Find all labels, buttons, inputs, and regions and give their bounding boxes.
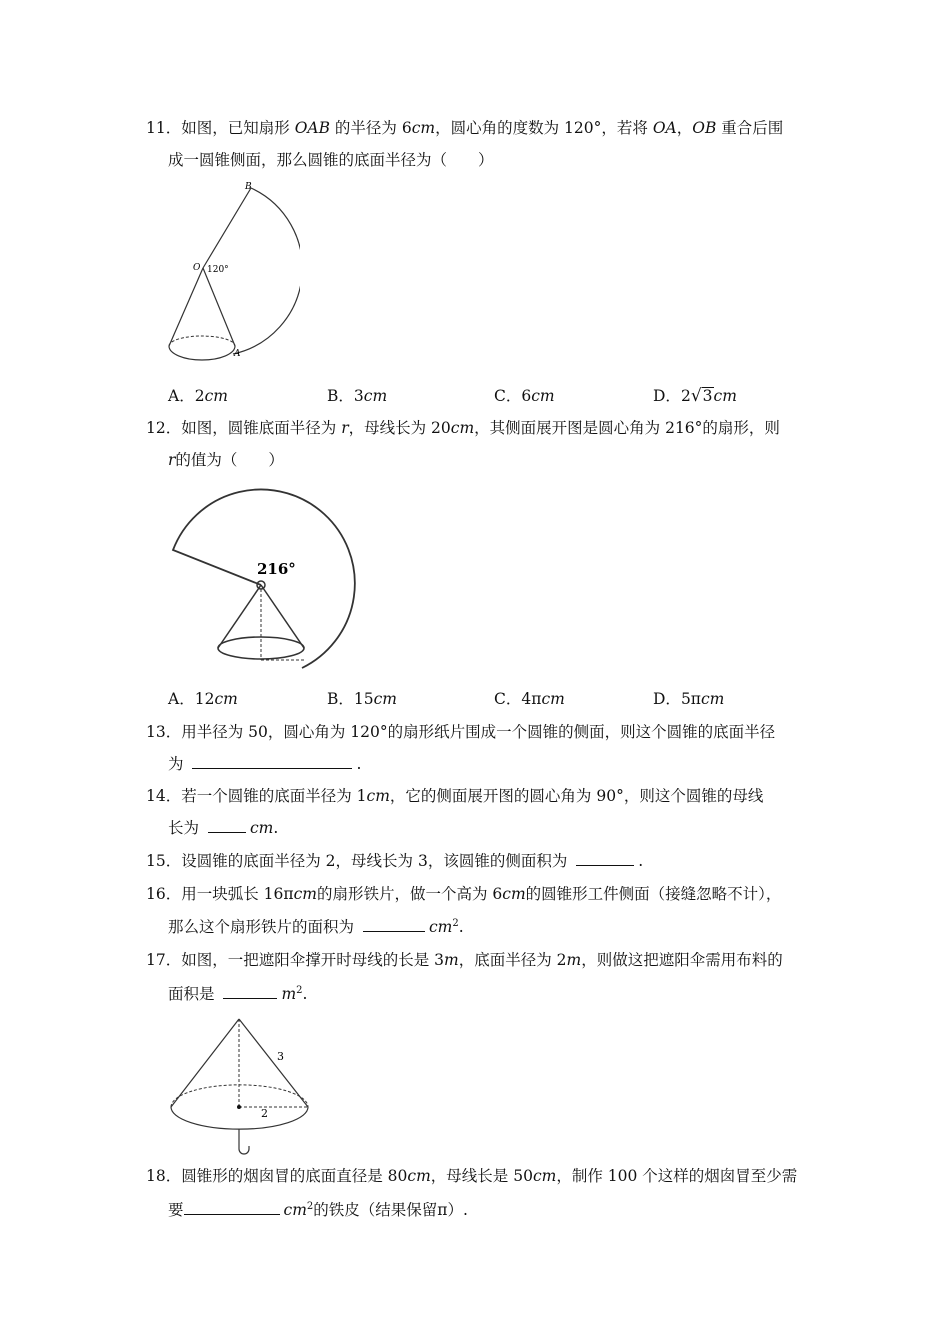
q12-option-a-unit: cm bbox=[214, 690, 238, 708]
q11-unit: cm bbox=[411, 119, 436, 137]
q17-line2 bbox=[168, 984, 307, 1004]
q11-cone-right-edge bbox=[203, 268, 235, 346]
q15-line1 bbox=[146, 851, 643, 871]
q11-option-b-value: 3 bbox=[353, 387, 364, 405]
q17-unit-1: m bbox=[444, 951, 459, 969]
q18-unit-2: cm bbox=[532, 1167, 557, 1185]
q12-option-a[interactable] bbox=[168, 689, 238, 709]
q18-text-1: 圆锥形的烟囱冒的底面直径是 80 bbox=[181, 1167, 408, 1185]
q13-period: . bbox=[356, 755, 362, 773]
q18-line2-unit: cm bbox=[283, 1201, 307, 1219]
q11-label-o: O bbox=[193, 263, 201, 273]
q14-line2 bbox=[168, 818, 278, 838]
q11-text-1: 如图，已知扇形 bbox=[181, 119, 290, 137]
q11-var-ob: OB bbox=[692, 119, 717, 137]
q11-option-c[interactable] bbox=[494, 386, 555, 406]
q16-unit-1: cm bbox=[293, 885, 317, 903]
q11-label-a: A bbox=[234, 349, 241, 359]
q16-text-2: 的扇形铁片，做一个高为 6 bbox=[316, 885, 503, 903]
q18-line1 bbox=[146, 1166, 797, 1186]
q18-number: 18． bbox=[146, 1167, 182, 1185]
q12-option-d-unit: cm bbox=[701, 690, 725, 708]
q11-sector-cone-figure bbox=[160, 178, 300, 363]
q18-line2-text: 要 bbox=[168, 1201, 184, 1219]
q17-text-1: 如图，一把遮阳伞撑开时母线的长是 3 bbox=[181, 951, 445, 969]
q11-option-c-unit: cm bbox=[531, 387, 555, 405]
q11-option-d-letter: D． bbox=[653, 387, 681, 405]
q15-number: 15． bbox=[146, 852, 182, 870]
q16-unit-2: cm bbox=[502, 885, 526, 903]
q12-option-c-value: 4π bbox=[521, 690, 542, 708]
q14-text-2: ，它的侧面展开图的圆心角为 90°，则这个圆锥的母线 bbox=[389, 787, 764, 805]
q11-text-5: 重合后围 bbox=[721, 119, 784, 137]
q12-line2-var: r bbox=[168, 451, 176, 469]
q12-sector-cone-figure bbox=[165, 478, 360, 678]
q11-text-2: 的半径为 6 bbox=[334, 119, 412, 137]
q11-option-d[interactable] bbox=[653, 386, 737, 406]
q12-option-c-letter: C． bbox=[494, 690, 522, 708]
q14-line2-text: 长为 bbox=[168, 819, 200, 837]
q17-unit-2: m bbox=[566, 951, 582, 969]
q16-number: 16． bbox=[146, 885, 182, 903]
q12-var-r: r bbox=[341, 419, 349, 437]
q16-text-1: 用一块弧长 16π bbox=[181, 885, 294, 903]
q12-option-b-unit: cm bbox=[373, 690, 398, 708]
q11-label-b: B bbox=[245, 182, 252, 192]
q11-option-d-unit: cm bbox=[713, 387, 737, 405]
q16-line1 bbox=[146, 884, 781, 904]
q17-cone-right-edge bbox=[239, 1019, 308, 1107]
q17-line2-text: 面积是 bbox=[168, 985, 215, 1003]
q17-text-2: ，底面半径为 2 bbox=[458, 951, 567, 969]
q12-option-d-value: 5π bbox=[680, 690, 701, 708]
q16-line2-superscript: 2 bbox=[452, 917, 459, 929]
q17-umbrella-cone-figure bbox=[165, 1014, 315, 1156]
q17-radius-label: 2 bbox=[261, 1107, 268, 1120]
q12-option-a-letter: A． bbox=[168, 690, 195, 708]
q17-line2-superscript: 2 bbox=[296, 984, 303, 996]
q12-text-1: 如图，圆锥底面半径为 bbox=[181, 419, 337, 437]
q18-line2 bbox=[168, 1200, 468, 1220]
q17-base-center-dot bbox=[237, 1105, 241, 1109]
q11-var-oa: OA bbox=[652, 119, 677, 137]
q11-option-b-letter: B． bbox=[327, 387, 354, 405]
q12-text-3: ，其侧面展开图是圆心角为 216°的扇形，则 bbox=[474, 419, 780, 437]
q18-line2-tail: 的铁皮（结果保留π）. bbox=[313, 1201, 468, 1219]
q12-number: 12． bbox=[146, 419, 182, 437]
q12-option-b-letter: B． bbox=[327, 690, 354, 708]
q11-var-oab: OAB bbox=[294, 119, 330, 137]
q11-option-a-value: 2 bbox=[194, 387, 205, 405]
q17-number: 17． bbox=[146, 951, 182, 969]
q11-option-b-unit: cm bbox=[363, 387, 388, 405]
q14-line2-unit: cm bbox=[249, 819, 274, 837]
q11-text-3: ，圆心角的度数为 120°，若将 bbox=[435, 119, 648, 137]
q15-period: . bbox=[638, 852, 644, 870]
q11-option-c-value: 6 bbox=[521, 387, 532, 405]
q14-answer-blank[interactable] bbox=[208, 818, 246, 833]
q17-slant-label: 3 bbox=[277, 1050, 284, 1063]
q12-angle-label: 216° bbox=[257, 560, 296, 578]
q12-line1 bbox=[146, 418, 780, 438]
sqrt-sign-icon: √ bbox=[690, 386, 702, 406]
q13-number: 13． bbox=[146, 723, 182, 741]
q16-answer-blank[interactable] bbox=[363, 917, 425, 932]
q11-option-d-value: 2 bbox=[680, 387, 691, 405]
q15-text: 设圆锥的底面半径为 2，母线长为 3，该圆锥的侧面积为 bbox=[181, 852, 568, 870]
q12-option-d[interactable] bbox=[653, 689, 724, 709]
q14-number: 14． bbox=[146, 787, 182, 805]
q16-line2 bbox=[168, 917, 464, 937]
q12-line2-text: 的值为（ ） bbox=[175, 451, 284, 469]
q13-line1 bbox=[146, 722, 775, 742]
q11-option-a-letter: A． bbox=[168, 387, 195, 405]
q11-cone-left-edge bbox=[169, 268, 203, 346]
q17-period: . bbox=[302, 985, 308, 1003]
q12-option-b[interactable] bbox=[327, 689, 397, 709]
q16-line2-text: 那么这个扇形铁片的面积为 bbox=[168, 918, 355, 936]
q17-handle-hook-icon bbox=[239, 1146, 249, 1154]
q11-number: 11． bbox=[146, 119, 182, 137]
q17-cone-left-edge bbox=[171, 1019, 239, 1107]
q17-base-front bbox=[171, 1107, 308, 1129]
q11-option-c-letter: C． bbox=[494, 387, 522, 405]
q16-line2-unit: cm bbox=[428, 918, 453, 936]
q12-option-b-value: 15 bbox=[353, 690, 374, 708]
q11-option-d-radicand: 3 bbox=[702, 387, 713, 405]
q11-line2: 成一圆锥侧面，那么圆锥的底面半径为（ ） bbox=[168, 151, 494, 169]
q12-line2 bbox=[168, 450, 284, 470]
q13-line2-text: 为 bbox=[168, 755, 184, 773]
q13-line2 bbox=[168, 754, 361, 774]
q15-answer-blank[interactable] bbox=[576, 851, 634, 866]
q13-answer-blank[interactable] bbox=[192, 754, 352, 769]
q17-line2-unit: m bbox=[281, 985, 297, 1003]
q11-line1 bbox=[146, 118, 783, 138]
q18-answer-blank[interactable] bbox=[184, 1200, 280, 1215]
q11-base-back-dashed bbox=[169, 336, 235, 346]
q11-text-4: ， bbox=[676, 119, 693, 137]
q13-text: 用半径为 50，圆心角为 120°的扇形纸片围成一个圆锥的侧面，则这个圆锥的底面半径 bbox=[181, 723, 776, 741]
q17-line1 bbox=[146, 950, 783, 970]
q12-option-a-value: 12 bbox=[194, 690, 215, 708]
q18-text-2: ，母线长是 50 bbox=[430, 1167, 533, 1185]
q11-option-b[interactable] bbox=[327, 386, 387, 406]
q18-text-3: ，制作 100 个这样的烟囱冒至少需 bbox=[556, 1167, 798, 1185]
q16-period: . bbox=[458, 918, 464, 936]
q11-option-a[interactable] bbox=[168, 386, 228, 406]
q18-line2-superscript: 2 bbox=[306, 1200, 314, 1212]
q12-option-c-unit: cm bbox=[541, 690, 565, 708]
q14-line1 bbox=[146, 786, 763, 806]
q14-text-1: 若一个圆锥的底面半径为 1 bbox=[181, 787, 367, 805]
q17-answer-blank[interactable] bbox=[223, 984, 277, 999]
q18-unit-1: cm bbox=[407, 1167, 431, 1185]
q12-option-d-letter: D． bbox=[653, 690, 681, 708]
q17-text-3: ，则做这把遮阳伞需用布料的 bbox=[581, 951, 783, 969]
q12-sector-outline bbox=[173, 489, 355, 668]
q11-base-front bbox=[169, 346, 235, 360]
q12-unit: cm bbox=[450, 419, 475, 437]
q12-text-2: ，母线长为 20 bbox=[348, 419, 451, 437]
q14-period: . bbox=[273, 819, 279, 837]
q11-angle-label: 120° bbox=[207, 265, 229, 275]
q14-unit: cm bbox=[366, 787, 390, 805]
q16-text-3: 的圆锥形工件侧面（接缝忽略不计）， bbox=[525, 885, 782, 903]
q11-option-a-unit: cm bbox=[204, 387, 228, 405]
q12-option-c[interactable] bbox=[494, 689, 565, 709]
